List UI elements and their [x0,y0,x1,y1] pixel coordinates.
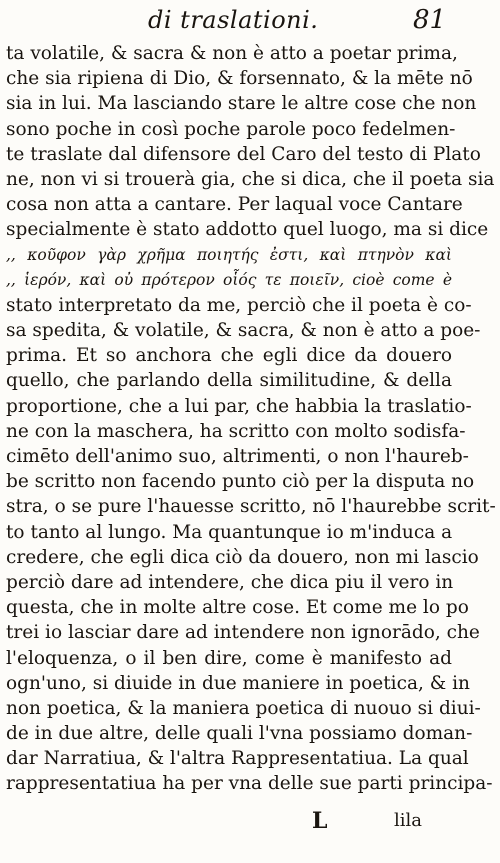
text-line: dar Narratiua, & l'altra Rappresentatiua. La qual [6,748,469,770]
body-text [6,41,496,797]
text-line: questa, che in molte altre cose. Et come me lo po [6,597,469,619]
text-line: prima. Et so anchora che egli dice da douero [6,345,452,367]
text-line: ogn'uno, si diuide in due maniere in poetica, & in [6,672,470,694]
text-line: rappresentatiua ha per vna delle sue parti principa- [6,773,493,795]
text-line: cimēto dell'animo suo, altrimenti, o non l'haureb- [6,446,469,467]
text-line: stra, o se pure l'hauesse scritto, nō l'haurebbe scrit- [6,496,496,518]
text-line: stato interpretato da me, perciò che il poeta è co- [6,294,472,316]
text-line: specialmente è stato addotto quel luogo, ma si dice [6,219,489,241]
signature-mark: L [312,808,328,834]
greek-quote-line: ,, ἱερόν, καὶ οὐ πρότερον οἷός τε ποιεῖν, cioè come è [6,270,452,289]
text-line: non poetica, & la maniera poetica di nuouo si diui- [6,697,481,719]
text-line: cosa non atta a cantare. Per laqual voce Cantare [6,194,463,216]
text-line: che sia ripiena di Dio, & forsennato, & la mēte nō [6,68,473,90]
text-line: quello, che parlando della similitudine, & della [6,370,452,392]
text-line: sono poche in così poche parole poco fedelmen- [6,118,456,140]
text-line: perciò dare ad intendere, che dica piu il vero in [6,571,454,593]
text-line: sia in lui. Ma lasciando stare le altre cose che non [6,93,477,115]
page-number: 81 [413,5,447,35]
running-head [0,4,500,38]
text-line: ne, non vi si trouerà gia, che si dica, che il poeta sia [6,168,495,190]
text-line: credere, che egli dica ciò da douero, non mi lascio [6,546,479,568]
text-line: ta volatile, & sacra & non è atto a poetar prima, [6,43,458,64]
greek-quote-line: ,, κοῦφον γὰρ χρῆμα ποιητής ἐστι, καὶ πτηνὸν καὶ [6,245,452,264]
text-line: sa spedita, & volatile, & sacra, & non è atto a poe- [6,320,481,342]
text-line: ne con la maschera, ha scritto con molto sodisfa- [6,420,466,442]
text-line: te traslate dal difensore del Caro del testo di Plato [6,143,481,165]
text-line: trei io lasciar dare ad intendere non ignorādo, che [6,622,480,644]
text-line: be scritto non facendo punto ciò per la disputa no [6,471,475,493]
catchword: lila [394,810,423,831]
text-line: de in due altre, delle quali l'vna possiamo doman- [6,723,473,745]
text-line: to tanto al lungo. Ma quantunque io m'induca a [6,521,453,543]
text-line: l'eloquenza, o il ben dire, come è manifesto ad [6,647,452,669]
catchline [0,808,500,838]
running-title: di traslationi. [148,6,319,34]
text-line: proportione, che a lui par, che habbia la traslatio- [6,395,472,417]
